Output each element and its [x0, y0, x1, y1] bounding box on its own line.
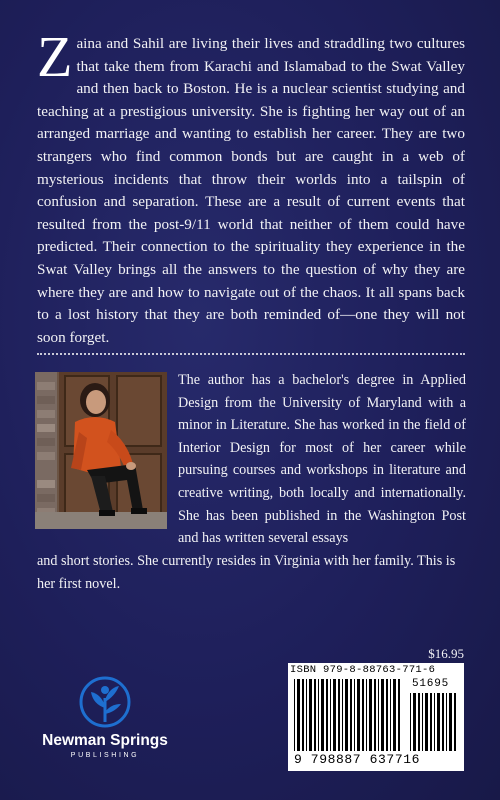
barcode-bar — [309, 679, 312, 751]
barcode-bar — [369, 679, 372, 751]
addon-bar — [434, 693, 435, 751]
addon-bar — [410, 693, 411, 751]
blurb-text: aina and Sahil are living their lives and straddling two cultures that take them from Karachi and Islamabad to the Swat Valley and then back to Boston. He is a nuclear scientist studying and teaching at a prestigious university. She is fighting her way out of an arranged marriage and wanting to establish her career. They are two strangers who find common bonds but are caught in a web of mysterious incidents that throw their worlds into a tailspin of confusion and separation. These are a result of current events that resulted from the post-9/11 world that neither of them could have predicted. Their connection to the spirituality they experience in the Swat Valley brings all the answers to the question of why they are where they are and how to navigate out of the chaos. It all spans back to a lost history that they are both reminded of—one they will not soon forget. — [37, 35, 465, 346]
barcode-bar — [381, 679, 384, 751]
publisher-name: Newman Springs — [42, 732, 168, 749]
barcode-bar — [366, 679, 367, 751]
addon-bar — [446, 693, 447, 751]
isbn-barcode — [288, 663, 464, 771]
barcode-bar — [314, 679, 316, 751]
barcode-bar — [393, 679, 396, 751]
publisher-logo — [35, 676, 175, 766]
barcode-bar — [374, 679, 376, 751]
barcode-bar — [321, 679, 324, 751]
addon-bar — [425, 693, 428, 751]
barcode-bar — [350, 679, 352, 751]
author-photo — [35, 372, 167, 529]
author-bio-continued: and short stories. She currently resides in Virginia with her family. This is her first novel. — [37, 553, 456, 592]
barcode-addon: 51695 — [412, 678, 450, 690]
barcode-bar — [333, 679, 336, 751]
barcode-bar — [302, 679, 304, 751]
publisher-subtitle: PUBLISHING — [70, 752, 140, 759]
barcode-bar — [386, 679, 388, 751]
barcode-bar — [357, 679, 360, 751]
addon-bar — [418, 693, 420, 751]
drop-cap: Z — [37, 24, 73, 89]
barcode-bar — [330, 679, 331, 751]
barcode-bar — [345, 679, 348, 751]
barcode-bar — [398, 679, 400, 751]
book-blurb — [37, 24, 465, 349]
barcode-bar — [354, 679, 355, 751]
barcode-bar — [297, 679, 300, 751]
addon-bar — [449, 693, 452, 751]
addon-bar — [442, 693, 444, 751]
author-bio: The author has a bachelor's degree in Applied Design from the University of Maryland with a minor in Literature. She has worked in the field of Interior Design for most of her career while pursuing courses and workshops in literature and creative writing, both locally and internationally. She has been published in the Washington Post and has written several essays — [178, 372, 466, 547]
barcode-bar — [362, 679, 364, 751]
barcode-bar — [318, 679, 319, 751]
dotted-divider — [37, 353, 465, 355]
addon-bar — [430, 693, 432, 751]
barcode-number: 9 798887 637716 — [294, 752, 421, 767]
isbn-label: ISBN 979-8-88763-771-6 — [290, 664, 436, 676]
barcode-bar — [306, 679, 307, 751]
barcode-bar — [326, 679, 328, 751]
barcode-bar — [378, 679, 379, 751]
barcode-bar — [342, 679, 343, 751]
barcode-bar — [390, 679, 391, 751]
addon-bar — [437, 693, 440, 751]
barcode-bar — [338, 679, 340, 751]
price-label: $16.95 — [428, 646, 464, 661]
addon-bar — [422, 693, 423, 751]
addon-bar — [454, 693, 456, 751]
addon-bar — [413, 693, 416, 751]
barcode-bar — [294, 679, 295, 751]
tree-logo-icon — [35, 676, 175, 732]
